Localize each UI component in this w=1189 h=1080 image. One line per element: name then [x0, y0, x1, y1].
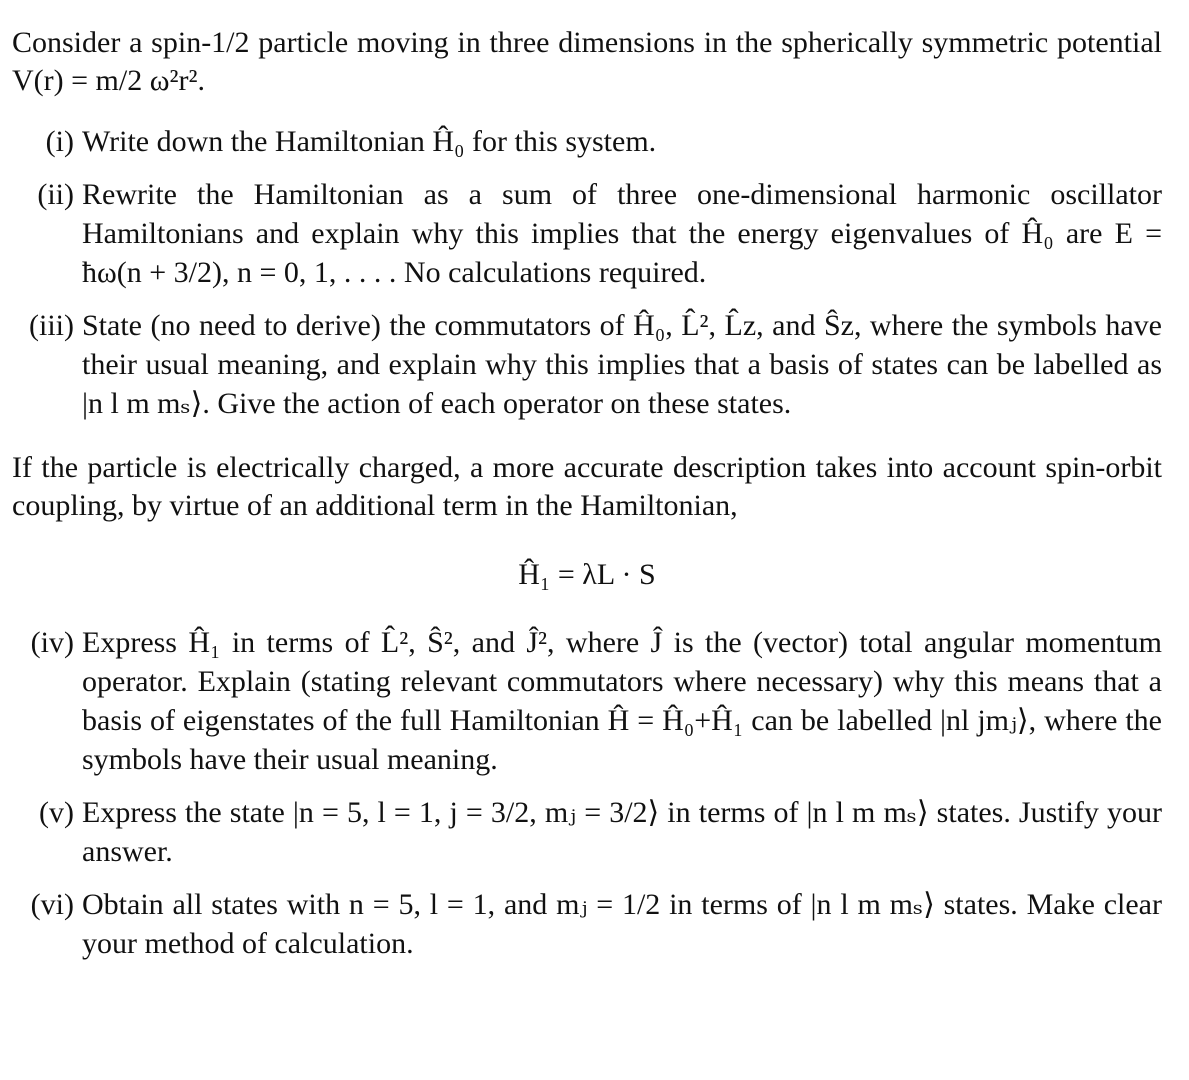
question-parts-first: [12, 122, 1162, 423]
part-text: Express the state |n = 5, l = 1, j = 3/2, mⱼ = 3/2⟩ in terms of |n l m mₛ⟩ states. Justify your answer.: [82, 796, 1162, 868]
part-text: Obtain all states with n = 5, l = 1, and mⱼ = 1/2 in terms of |n l m mₛ⟩ states. Make clear your method of calculation.: [82, 888, 1162, 960]
part-label: (vi): [30, 888, 74, 921]
part-label: (i): [45, 125, 74, 158]
document-page: [12, 24, 1162, 977]
part-vi: [12, 885, 1162, 963]
part-text: Express Ĥ₁ in terms of L̂², Ŝ², and Ĵ², where Ĵ is the (vector) total angular momentum operator. Explain (stating relevant commutators where necessary) why this means that a basis of eigenstates of the full Hamiltonian Ĥ = Ĥ₀+Ĥ₁ can be labelled |nl jmⱼ⟩, where the symbols have their usual meaning.: [82, 626, 1162, 776]
part-iii: [12, 306, 1162, 423]
part-label: (v): [39, 796, 74, 829]
part-i: [12, 122, 1162, 161]
intro-paragraph: Consider a spin-1/2 particle moving in three dimensions in the spherically symmetric potential V(r) = m/2 ω²r².: [12, 26, 1162, 97]
part-text: State (no need to derive) the commutators of Ĥ₀, L̂², L̂z, and Ŝz, where the symbols have their usual meaning, and explain why this implies that a basis of states can be labelled as |n l m mₛ⟩. Give the action of each operator on these states.: [82, 309, 1162, 420]
part-text: Rewrite the Hamiltonian as a sum of three one-dimensional harmonic oscillator Hamiltonians and explain why this implies that the energy eigenvalues of Ĥ₀ are E = ħω(n + 3/2), n = 0, 1, . . . . No calculations required.: [82, 178, 1162, 289]
part-text: Write down the Hamiltonian Ĥ₀ for this system.: [82, 125, 657, 158]
part-label: (iv): [30, 626, 74, 659]
part-ii: [12, 175, 1162, 292]
hamiltonian-equation: Ĥ₁ = λL · S: [518, 558, 656, 591]
part-label: (iii): [29, 309, 74, 342]
part-v: [12, 793, 1162, 871]
part-iv: [12, 623, 1162, 779]
part-label: (ii): [37, 178, 74, 211]
question-parts-second: [12, 623, 1162, 963]
spin-orbit-paragraph: If the particle is electrically charged, a more accurate description takes into account spin-orbit coupling, by virtue of an additional term in the Hamiltonian,: [12, 451, 1162, 522]
